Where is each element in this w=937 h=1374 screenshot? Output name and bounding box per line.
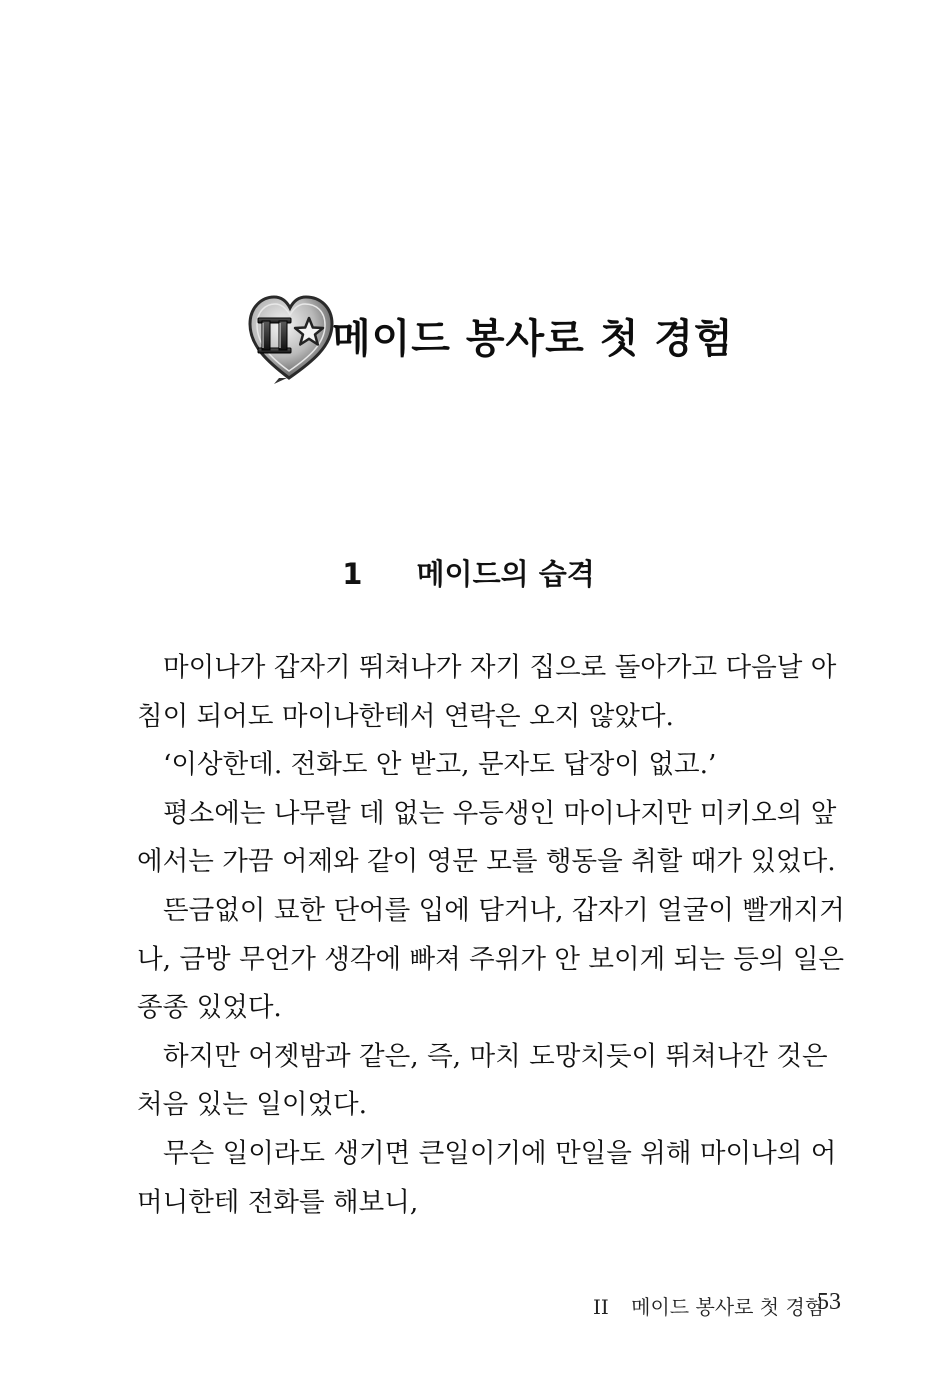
body-text bbox=[137, 644, 845, 1227]
body-line: 무슨 일이라도 생기면 큰일이기에 만일을 위해 마이나의 어 bbox=[163, 1137, 837, 1169]
body-line: 에서는 가끔 어제와 같이 영문 모를 행동을 취할 때가 있었다. bbox=[137, 846, 836, 878]
section-number: 1 bbox=[342, 557, 363, 591]
body-line: 나, 금방 무언가 생각에 빠져 주위가 안 보이게 되는 등의 일은 bbox=[137, 943, 845, 975]
body-line: 마이나가 갑자기 뛰쳐나가 자기 집으로 돌아가고 다음날 아 bbox=[163, 652, 837, 683]
body-line: ‘이상한데. 전화도 안 받고, 문자도 답장이 없고.’ bbox=[163, 749, 717, 781]
heart-star-emblem-icon bbox=[246, 292, 336, 384]
body-line: 뜬금없이 묘한 단어를 입에 담거나, 갑자기 얼굴이 빨개지거 bbox=[163, 894, 845, 926]
body-line: 침이 되어도 마이나한테서 연락은 오지 않았다. bbox=[137, 700, 674, 732]
body-line: 하지만 어젯밤과 같은, 즉, 마치 도망치듯이 뛰쳐나간 것은 bbox=[163, 1040, 828, 1072]
body-line: 처음 있는 일이었다. bbox=[137, 1089, 368, 1121]
running-footer bbox=[593, 1291, 824, 1320]
section-heading bbox=[0, 552, 937, 593]
section-title: 메이드의 습격 bbox=[416, 557, 595, 591]
chapter-heading bbox=[246, 292, 734, 384]
footer-chapter-numeral: II bbox=[593, 1295, 609, 1319]
page-number: 53 bbox=[817, 1289, 841, 1315]
footer-chapter-title: 메이드 봉사로 첫 경험 bbox=[631, 1295, 825, 1319]
body-line: 평소에는 나무랄 데 없는 우등생인 마이나지만 미키오의 앞 bbox=[163, 797, 837, 829]
body-line: 종종 있었다. bbox=[137, 992, 282, 1024]
chapter-title: 메이드 봉사로 첫 경험 bbox=[332, 315, 734, 362]
body-line: 머니한테 전화를 해보니, bbox=[137, 1186, 419, 1218]
